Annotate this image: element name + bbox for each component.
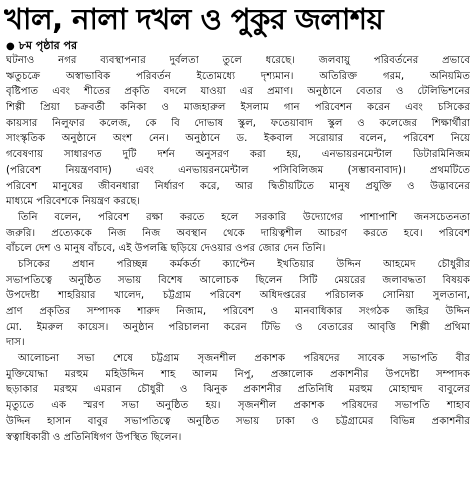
- article-line: তিনি বলেন, পরিবেশ রক্ষা করতে হলে সরকারি উদ্যোগের পাশাপাশি জনসচেতনতা: [18, 211, 470, 223]
- article-line: গবেষণায় সাধারণত দুটি দর্শন অনুসরণ করা হয়, এনভায়রনমেন্টাল ডিটারমিনিজম: [6, 149, 470, 161]
- article-line: পরিবেশ মানুষের জীবনধারা নির্ধারণ করে, আর দ্বিতীয়টিতে মানুষ প্রযুক্তি ও উদ্ভাবনের: [6, 180, 470, 192]
- bullet-icon: ●: [6, 41, 15, 52]
- article-line: চসিকের প্রধান পরিচ্ছন্ন কর্মকর্তা ক্যাপ্টেন ইখতিয়ার উদ্দিন আহমেদ চৌধুরীর: [18, 258, 470, 270]
- article-line: মো. ইমরুল কায়েস। অনুষ্ঠান পরিচালনা করেন টিভি ও বেতারের আবৃত্তি শিল্পী প্রথিমা: [6, 321, 470, 333]
- article-line: শিল্পী প্রিয়া চক্রবর্তী কনিকা ও মাজহারুল ইসলাম গান পরিবেশন করেন এবং চসিকের: [6, 102, 470, 114]
- article-line: মৃত্যুতে এক স্মরণ সভা অনুষ্ঠিত হয়। সৃজনশীল প্রকাশক পরিষদের সভাপতি শাহাব: [6, 400, 470, 412]
- article-line: মুক্তিযোদ্ধা মরহুম মহিউদ্দিন শাহ আলম নিপু, প্রজ্ঞালোক প্রকাশনীর উপদেষ্টা সম্পাদক: [6, 368, 470, 380]
- article-line: কায়সার নিলুফার কলেজ, কে বি দোভাষ স্কুল, ফতেয়াবাদ স্কুল ও কলেজের শিক্ষার্থীরা: [6, 117, 470, 129]
- article-line: ঋতুচক্রে অস্বাভাবিক পরিবর্তন ইতোমধ্যে দৃশ্যমান। অতিরিক্ত গরম, অনিয়মিত: [6, 70, 470, 82]
- article-line: উপদেষ্টা শাহরিয়ার খালেদ, চট্টগ্রাম পরিবেশ অধিদপ্তরের পরিচালক সোনিয়া সুলতানা,: [6, 290, 470, 302]
- continued-from-text: ৮ম পৃষ্ঠার পর: [18, 39, 78, 52]
- article-line: ঘটনাও নগর ব্যবস্থাপনার দুর্বলতা তুলে ধরেছে। জলবায়ু পরিবর্তনের প্রভাবে: [6, 55, 470, 66]
- article-line: সাংস্কৃতিক অনুষ্ঠানে অংশ নেন। অনুষ্ঠানে ড. ইকবাল সরোয়ার বলেন, পরিবেশ নিয়ে: [6, 133, 470, 145]
- continued-from-marker: [6, 39, 77, 53]
- article-line: ছড়াকার মরহুম এমরান চৌধুরী ও ঝিনুক প্রকাশনীর প্রতিনিধি মরহুম মোহাম্মদ বাবুলের: [6, 384, 470, 396]
- article-line: উদ্দিন হাসান বাবুর সভাপতিত্বে অনুষ্ঠিত সভায় ঢাকা ও চট্টগ্রামের বিভিন্ন প্রকাশনীর: [6, 415, 470, 427]
- article-line: প্রাণ প্রকৃতির সম্পাদক শারুদ নিজাম, পরিবেশ ও মানবাধিকার সংগঠক জহির উদ্দিন: [6, 306, 470, 317]
- article-line: দাস।: [6, 337, 25, 349]
- article-body: [6, 53, 470, 445]
- article-line: (পরিবেশ নিয়ন্ত্রণবাদ) এবং এনভায়রনমেন্টাল পসিবিলিজম (সম্ভাবনাবাদ)। প্রথমটিতে: [6, 164, 470, 176]
- article-line: সভাপতিত্বে অনুষ্ঠিত সভায় বিশেষ আলোচক ছিলেন সিটি মেয়রের জলাবদ্ধতা বিষয়ক: [6, 274, 470, 286]
- article-line: জরুরি। প্রত্যেককে নিজ নিজ অবস্থান থেকে দায়িত্বশীল আচরণ করতে হবে। পরিবেশ: [6, 227, 470, 239]
- article-line: বৃষ্টিপাত এবং শীতের প্রকৃতি বদলে যাওয়া এর প্রমাণ। অনুষ্ঠানে বেতার ও টেলিভিশনের: [6, 86, 470, 98]
- article-line: মাধ্যমে পরিবেশকে নিয়ন্ত্রণ করছে।: [6, 196, 141, 208]
- article-line: স্বত্বাধিকারী ও প্রতিনিধিগণ উপস্থিত ছিলেন।: [6, 431, 182, 443]
- article-line: আলোচনা সভা শেষে চট্টগ্রাম সৃজনশীল প্রকাশক পরিষদের সাবেক সভাপতি বীর: [18, 353, 470, 365]
- headline: খাল, নালা দখল ও পুকুর জলাশয়: [4, 2, 384, 36]
- article-line: বাঁচলে দেশ ও মানুষ বাঁচবে, এই উপলব্ধি ছড়িয়ে দেওয়ার ওপর জোর দেন তিনি।: [6, 243, 326, 255]
